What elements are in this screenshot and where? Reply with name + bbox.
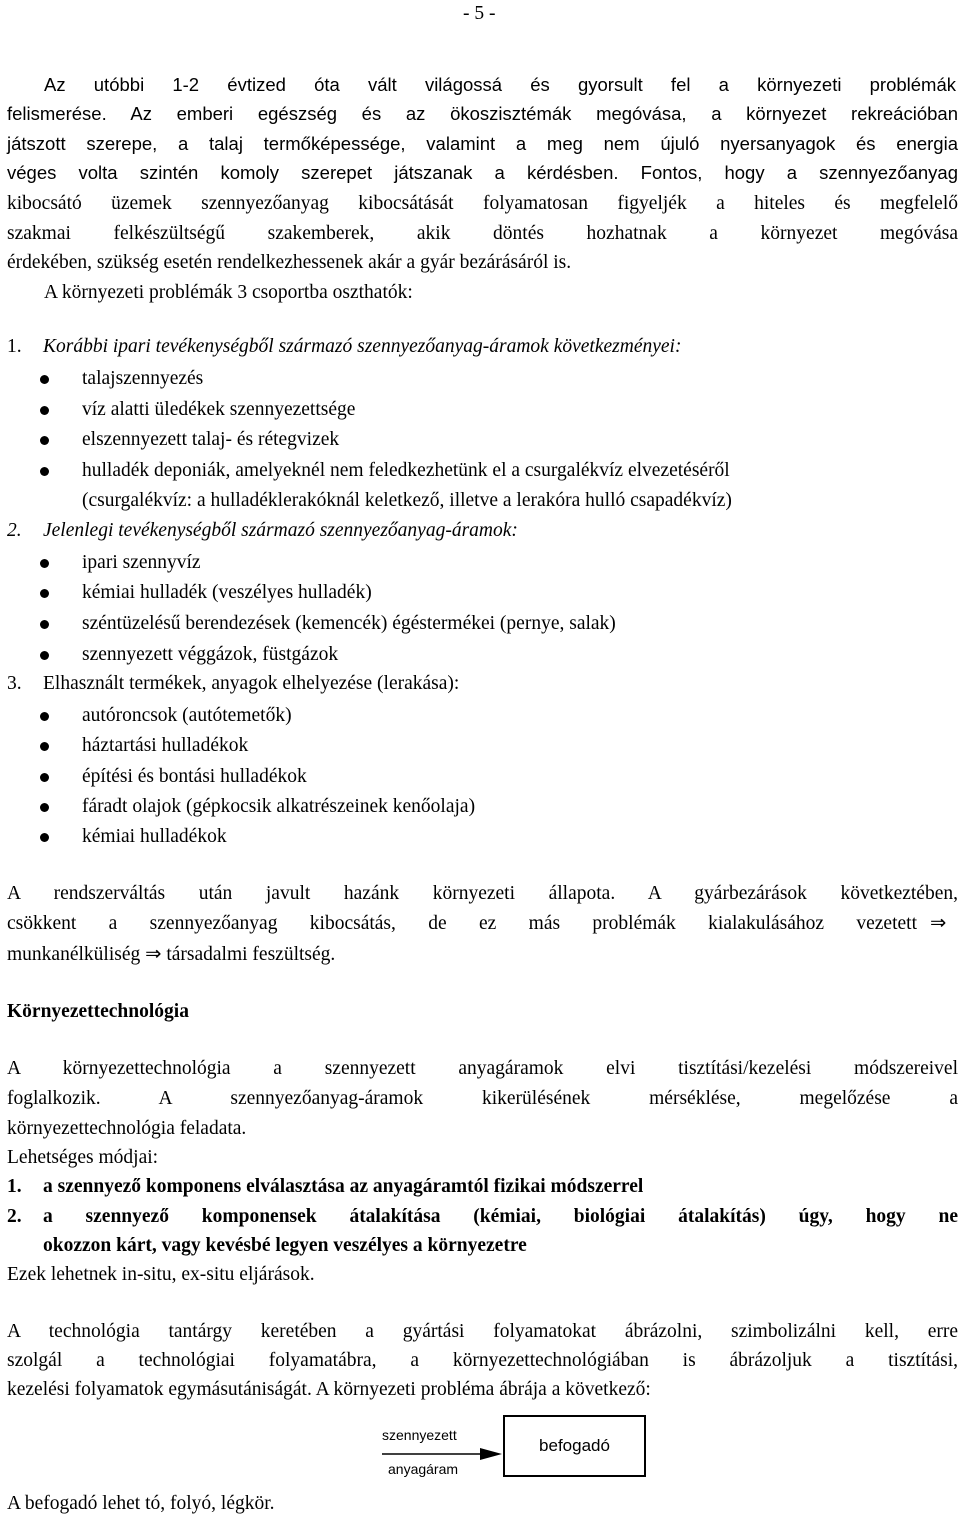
- bullet-icon: [40, 375, 49, 384]
- page-number: - 5 -: [463, 3, 496, 24]
- diagram-input-top: szennyezett: [382, 1427, 457, 1443]
- group-3-item: kémiai hulladékok: [82, 826, 227, 847]
- group-2-item: szennyezett véggázok, füstgázok: [82, 644, 339, 665]
- intro-line-3: játszott szerepe, a talaj termőképessége, valamint a meg nem újuló nyersanyagok és energia: [7, 133, 958, 154]
- ways-label: Lehetséges módjai:: [7, 1147, 159, 1168]
- way-1-number: 1.: [7, 1176, 22, 1197]
- group-2-number: 2.: [7, 520, 22, 541]
- group-3-item: háztartási hulladékok: [82, 735, 249, 756]
- intro-line-7: érdekében, szükség esetén rendelkezhessenek akár a gyár bezárásáról is.: [7, 252, 572, 273]
- bullet-icon: [40, 742, 49, 751]
- group-3-item: fáradt olajok (gépkocsik alkatrészeinek kenőolaja): [82, 796, 476, 817]
- regime-line-2: [7, 912, 917, 935]
- bullet-icon: [40, 406, 49, 415]
- regime-line-3: [7, 943, 335, 966]
- bullet-icon: [40, 559, 49, 568]
- bullet-icon: [40, 589, 49, 598]
- regime-unemployment: munkanélküliség: [7, 944, 141, 965]
- group-2-title: Jelenlegi tevékenységből származó szennyezőanyag-áramok:: [43, 520, 518, 541]
- bullet-icon: [40, 436, 49, 445]
- group-3-item: építési és bontási hulladékok: [82, 766, 307, 787]
- bullet-icon: [40, 803, 49, 812]
- course-line-1: A technológia tantárgy keretében a gyártási folyamatokat ábrázolni, szimbolizálni kell, erre: [7, 1321, 958, 1342]
- diagram-input-bottom: anyagáram: [388, 1461, 459, 1477]
- way-2-text-cont: okozzon kárt, vagy kevésbé legyen veszélyes a környezetre: [43, 1235, 527, 1256]
- receiver-box: [503, 1415, 646, 1477]
- intro-line-2: felismerése. Az emberi egészség és az ökoszisztémák megóvása, a környezet rekreációban: [7, 103, 958, 124]
- implies-arrow-icon: ⇒: [930, 913, 947, 934]
- process-diagram: [380, 1410, 660, 1480]
- receiver-label: befogadó: [539, 1436, 610, 1455]
- group-1-continuation: (csurgalékvíz: a hulladéklerakóknál keletkező, illetve a lerakóra hulló csapadékvíz): [82, 490, 732, 511]
- intro-line-8: A környezeti problémák 3 csoportba oszthatók:: [44, 282, 413, 303]
- intro-line-6: szakmai felkészültségű szakemberek, akik döntés hozhatnak a környezet megóvása: [7, 223, 958, 244]
- tech-line-1: A környezettechnológia a szennyezett anyagáramok elvi tisztítási/kezelési módszereivel: [7, 1058, 958, 1079]
- group-1-number: 1.: [7, 336, 22, 357]
- course-line-2: szolgál a technológiai folyamatábra, a környezettechnológiában is ábrázoljuk a tisztítási,: [7, 1350, 958, 1371]
- section-title: Környezettechnológia: [7, 1001, 189, 1022]
- bullet-icon: [40, 773, 49, 782]
- flow-arrow-icon: [380, 1447, 505, 1461]
- bullet-icon: [40, 712, 49, 721]
- tech-line-3: környezettechnológia feladata.: [7, 1118, 247, 1139]
- implies-arrow-icon: ⇒: [145, 944, 162, 965]
- bullet-icon: [40, 651, 49, 660]
- intro-line-1: Az utóbbi 1-2 évtized óta vált világossá és gyorsult fel a környezeti problémák: [44, 74, 956, 95]
- way-2-number: 2.: [7, 1206, 22, 1227]
- group-1-item: elszennyezett talaj- és rétegvizek: [82, 429, 340, 450]
- bullet-icon: [40, 833, 49, 842]
- intro-line-5: kibocsátó üzemek szennyezőanyag kibocsátását folyamatosan figyeljék a hiteles és megfelelő: [7, 193, 958, 214]
- way-2-text: a szennyező komponensek átalakítása (kémiai, biológiai átalakítás) úgy, hogy ne: [43, 1206, 958, 1227]
- course-line-3: kezelési folyamatok egymásutániságát. A környezeti probléma ábrája a következő:: [7, 1379, 651, 1400]
- group-1-item: hulladék deponiák, amelyeknél nem feledkezhetünk el a csurgalékvíz elvezetéséről: [82, 460, 730, 481]
- group-1-item: víz alatti üledékek szennyezettsége: [82, 399, 356, 420]
- footer-line: A befogadó lehet tó, folyó, légkör.: [7, 1493, 275, 1514]
- regime-line-1: A rendszerváltás után javult hazánk környezeti állapota. A gyárbezárások következtében,: [7, 883, 958, 904]
- group-1-item: talajszennyezés: [82, 368, 204, 389]
- group-2-item: széntüzelésű berendezések (kemencék) égéstermékei (pernye, salak): [82, 613, 616, 634]
- group-1-title: Korábbi ipari tevékenységből származó szennyezőanyag-áramok következményei:: [43, 336, 682, 357]
- regime-social-tension: társadalmi feszültség.: [166, 944, 336, 965]
- bullet-icon: [40, 620, 49, 629]
- group-3-title: Elhasznált termékek, anyagok elhelyezése (lerakása):: [43, 673, 460, 694]
- tech-after: Ezek lehetnek in-situ, ex-situ eljárások.: [7, 1264, 315, 1285]
- group-2-item: ipari szennyvíz: [82, 552, 201, 573]
- group-2-item: kémiai hulladék (veszélyes hulladék): [82, 582, 372, 603]
- intro-line-4: véges volta szintén komoly szerepet játszanak a kérdésben. Fontos, hogy a szennyezőanyag: [7, 162, 958, 183]
- way-1-text: a szennyező komponens elválasztása az anyagáramtól fizikai módszerrel: [43, 1176, 644, 1197]
- bullet-icon: [40, 467, 49, 476]
- tech-line-2: foglalkozik. A szennyezőanyag-áramok kikerülésének mérséklése, megelőzése a: [7, 1088, 958, 1109]
- group-3-number: 3.: [7, 673, 22, 694]
- regime-line-2-text: csökkent a szennyezőanyag kibocsátás, de ez más problémák kialakulásához vezetett: [7, 913, 917, 934]
- group-3-item: autóroncsok (autótemetők): [82, 705, 292, 726]
